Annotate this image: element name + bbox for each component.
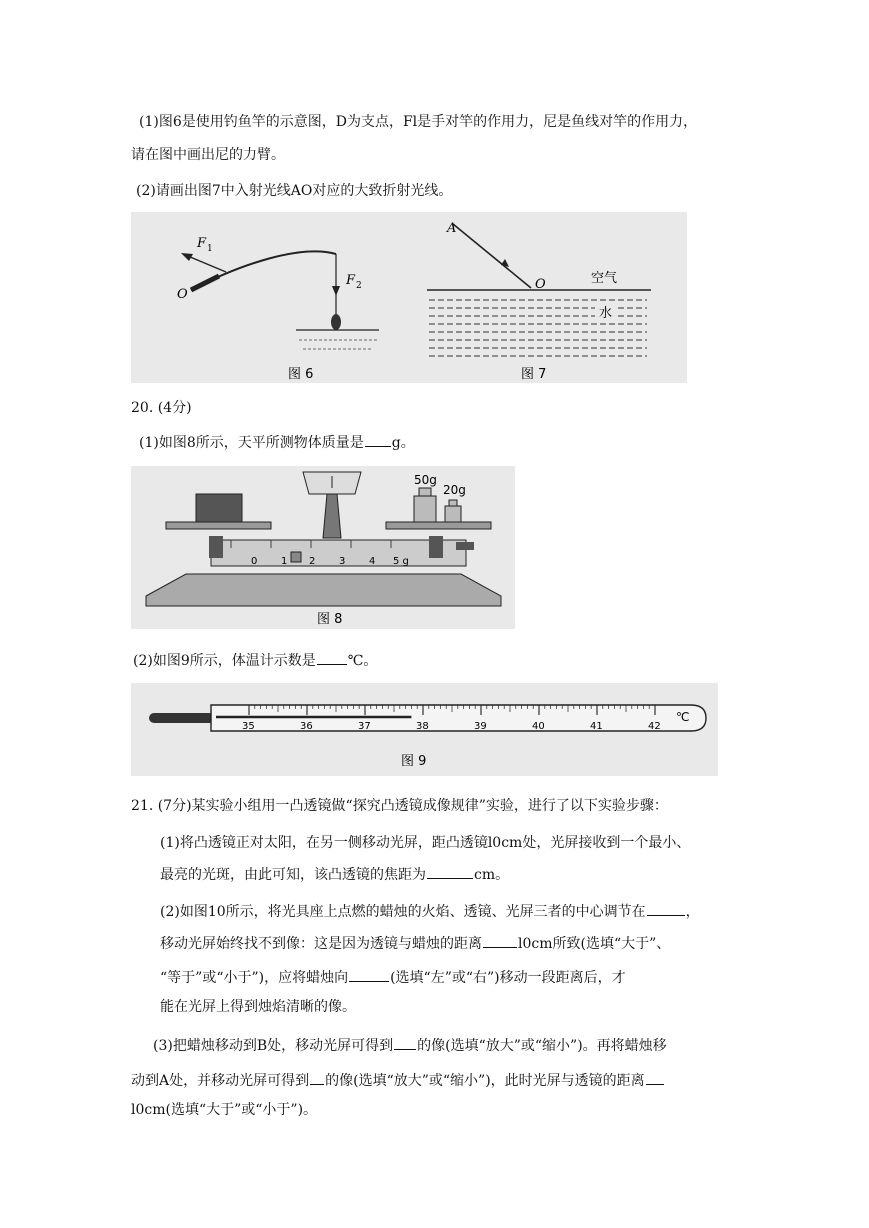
fig6-label-f1: F bbox=[197, 236, 207, 251]
figure-9 bbox=[131, 683, 718, 776]
fig9-unit: ℃ bbox=[676, 710, 690, 724]
q21-part3-line3: l0cm(选填“大于”或“小于”)。 bbox=[131, 1102, 318, 1118]
answer-blank[interactable] bbox=[483, 931, 517, 948]
q21-part2-line3 bbox=[160, 965, 626, 988]
q21-part2-line3-pre: “等于”或“小于”)，应将蜡烛向 bbox=[160, 970, 349, 986]
fig7-label-air: 空气 bbox=[591, 271, 618, 286]
q19-part1-line2: 请在图中画出尼的力臂。 bbox=[131, 147, 285, 163]
q21-part1-line1: (1)将凸透镜正对太阳，在另一侧移动光屏，距凸透镜l0cm处，光屏接收到一个最小、 bbox=[160, 835, 691, 851]
answer-blank[interactable] bbox=[310, 1068, 324, 1085]
q21-part3-line1-pre: (3)把蜡烛移动到B处，移动光屏可得到 bbox=[153, 1038, 394, 1054]
fig7-label-o: O bbox=[535, 277, 546, 292]
thermometer-tick-label: 42 bbox=[648, 721, 661, 732]
figure-6-7 bbox=[131, 212, 687, 383]
thermometer-tick-label: 40 bbox=[532, 721, 545, 732]
q21-part3-line2-pre: 动到A处，并移动光屏可得到 bbox=[131, 1073, 310, 1089]
fig8-tick-5: 5 g bbox=[393, 556, 409, 567]
fig6-caption: 图 6 bbox=[288, 367, 314, 382]
thermometer-tick-label: 38 bbox=[416, 721, 429, 732]
fig8-tick-3: 3 bbox=[339, 556, 346, 567]
q20-header: 20. (4分) bbox=[131, 400, 192, 416]
q21-part2-line1 bbox=[160, 899, 700, 922]
fig6-label-f2: F bbox=[346, 273, 356, 288]
answer-blank[interactable] bbox=[349, 965, 389, 982]
answer-blank[interactable] bbox=[365, 430, 391, 447]
fig8-weight-50g: 50g bbox=[414, 473, 437, 487]
thermometer-tick-label: 41 bbox=[590, 721, 603, 732]
fig8-tick-2: 2 bbox=[309, 556, 316, 567]
q21-part2-line1-post: ， bbox=[685, 904, 700, 920]
thermometer-tick-label: 37 bbox=[358, 721, 371, 732]
q21-part1-line2 bbox=[160, 862, 509, 885]
answer-blank[interactable] bbox=[317, 648, 347, 665]
q20-part2-post: ℃。 bbox=[347, 653, 378, 669]
fig7-label-a: A bbox=[447, 221, 457, 236]
q21-part3-line2 bbox=[131, 1068, 665, 1091]
q21-header: 21. (7分)某实验小组用一凸透镜做“探究凸透镜成像规律”实验，进行了以下实验步骤： bbox=[131, 798, 668, 814]
q21-part1-line2-post: cm。 bbox=[474, 867, 510, 883]
thermometer-tick-label: 36 bbox=[300, 721, 313, 732]
thermometer-tick-label: 39 bbox=[474, 721, 487, 732]
fig6-label-f2-sub: 2 bbox=[356, 281, 362, 291]
figure-8 bbox=[131, 466, 515, 629]
q21-part2-line3-post: (选填“左”或“右”)移动一段距离后，才 bbox=[390, 970, 626, 986]
fig8-caption: 图 8 bbox=[317, 612, 343, 627]
q21-part2-line4: 能在光屏上得到烛焰清晰的像。 bbox=[160, 999, 356, 1015]
fig9-caption: 图 9 bbox=[401, 754, 427, 769]
answer-blank[interactable] bbox=[647, 899, 685, 916]
q20-part2 bbox=[133, 648, 377, 671]
q19-part1-line1: (1)图6是使用钓鱼竿的示意图，D为支点，Fl是手对竿的作用力，尼是鱼线对竿的作用力， bbox=[139, 114, 698, 130]
thermometer-tick-label: 35 bbox=[242, 721, 255, 732]
answer-blank[interactable] bbox=[394, 1033, 416, 1050]
fig8-tick-4: 4 bbox=[369, 556, 376, 567]
q20-part2-pre: (2)如图9所示，体温计示数是 bbox=[133, 653, 316, 669]
fig8-tick-0: 0 bbox=[251, 556, 258, 567]
q21-part3-line1-post: 的像(选填“放大”或“缩小”)。再将蜡烛移 bbox=[417, 1038, 667, 1054]
q21-part3-line1 bbox=[153, 1033, 667, 1056]
q21-part2-line2-post: l0cm所致(选填“大于”、 bbox=[518, 936, 671, 952]
q21-part3-line2-post: 的像(选填“放大”或“缩小”)，此时光屏与透镜的距离 bbox=[325, 1073, 645, 1089]
q20-part1 bbox=[139, 430, 415, 453]
fig8-tick-1: 1 bbox=[281, 556, 288, 567]
q21-part2-line2 bbox=[160, 931, 670, 954]
q20-part1-pre: (1)如图8所示，天平所测物体质量是 bbox=[139, 435, 364, 451]
q21-part1-line2-pre: 最亮的光斑，由此可知，该凸透镜的焦距为 bbox=[160, 867, 426, 883]
figure-6 bbox=[181, 251, 379, 349]
fig6-label-o: O bbox=[177, 287, 188, 302]
fig7-label-water: 水 bbox=[599, 306, 613, 321]
answer-blank[interactable] bbox=[427, 862, 473, 879]
fig7-caption: 图 7 bbox=[521, 367, 547, 382]
q21-part2-line2-pre: 移动光屏始终找不到像：这是因为透镜与蜡烛的距离 bbox=[160, 936, 482, 952]
fig6-label-f1-sub: 1 bbox=[207, 244, 213, 254]
q20-part1-post: g。 bbox=[391, 435, 415, 451]
q21-part2-line1-pre: (2)如图10所示，将光具座上点燃的蜡烛的火焰、透镜、光屏三者的中心调节在 bbox=[160, 904, 646, 920]
fig8-weight-20g: 20g bbox=[443, 483, 466, 497]
q19-part2: (2)请画出图7中入射光线AO对应的大致折射光线。 bbox=[136, 183, 453, 199]
answer-blank[interactable] bbox=[646, 1068, 664, 1085]
